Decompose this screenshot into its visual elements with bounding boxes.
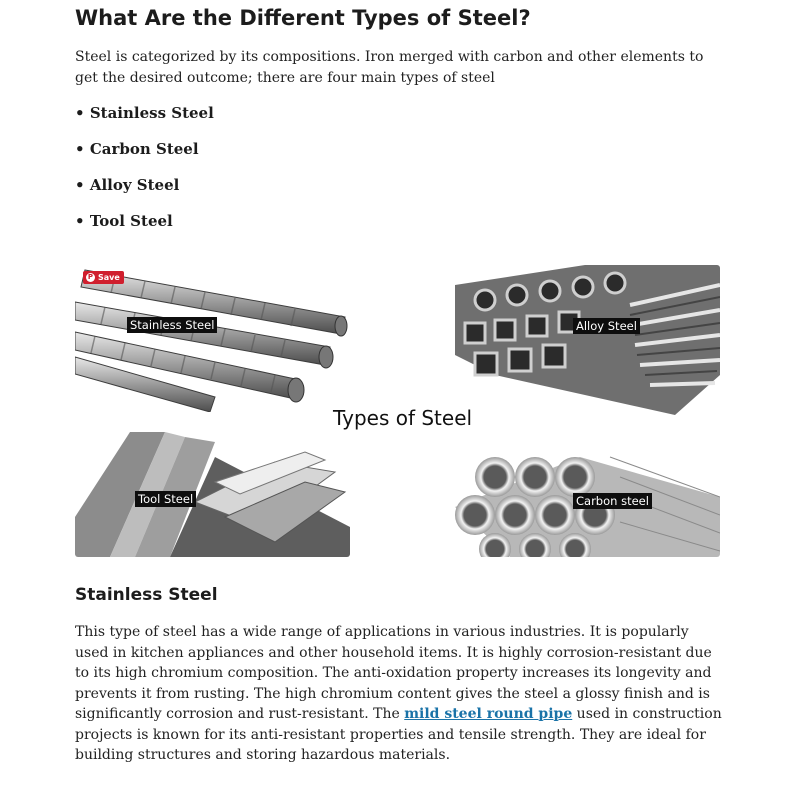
list-item: • Alloy Steel xyxy=(75,174,214,210)
tool-steel-photo xyxy=(75,432,350,557)
alloy-steel-photo xyxy=(455,265,720,415)
section-title: Stainless Steel xyxy=(75,585,218,605)
section-paragraph: This type of steel has a wide range of applications in various industries. It is popularly used in kitchen appliances and other household items. It is highly corrosion-resistant due to its high chromium composition. The anti-oxidation property increases its longevity and prevents it from rusting. The high chromium content gives the steel a glossy finish and is significantly corrosion and rust-resistant. The mild steel round pipe used in construction projects is known for its anti-resistant properties and tensile strength. They are ideal for building structures and storing hazardous materials. xyxy=(75,624,722,763)
mild-steel-round-pipe-link[interactable]: mild steel round pipe xyxy=(404,706,573,722)
stainless-steel-label: Stainless Steel xyxy=(127,317,217,333)
carbon-steel-label: Carbon steel xyxy=(573,493,652,509)
alloy-steel-label: Alloy Steel xyxy=(573,318,640,334)
list-item: • Tool Steel xyxy=(75,210,214,246)
list-item: • Carbon Steel xyxy=(75,138,214,174)
intro-paragraph: Steel is categorized by its compositions. Iron merged with carbon and other elements to get the desired outcome; there are four main types of steel xyxy=(75,49,704,86)
stainless-steel-photo xyxy=(75,262,350,412)
steel-types-image xyxy=(75,262,720,557)
save-button[interactable]: P Save xyxy=(83,271,124,284)
tool-steel-label: Tool Steel xyxy=(135,491,196,507)
figure-title: Types of Steel xyxy=(333,406,473,430)
steel-types-list xyxy=(75,102,214,246)
pinterest-icon: P xyxy=(87,273,94,281)
list-item: • Stainless Steel xyxy=(75,102,214,138)
carbon-steel-photo xyxy=(450,437,720,557)
page-title: What Are the Different Types of Steel? xyxy=(75,6,531,30)
